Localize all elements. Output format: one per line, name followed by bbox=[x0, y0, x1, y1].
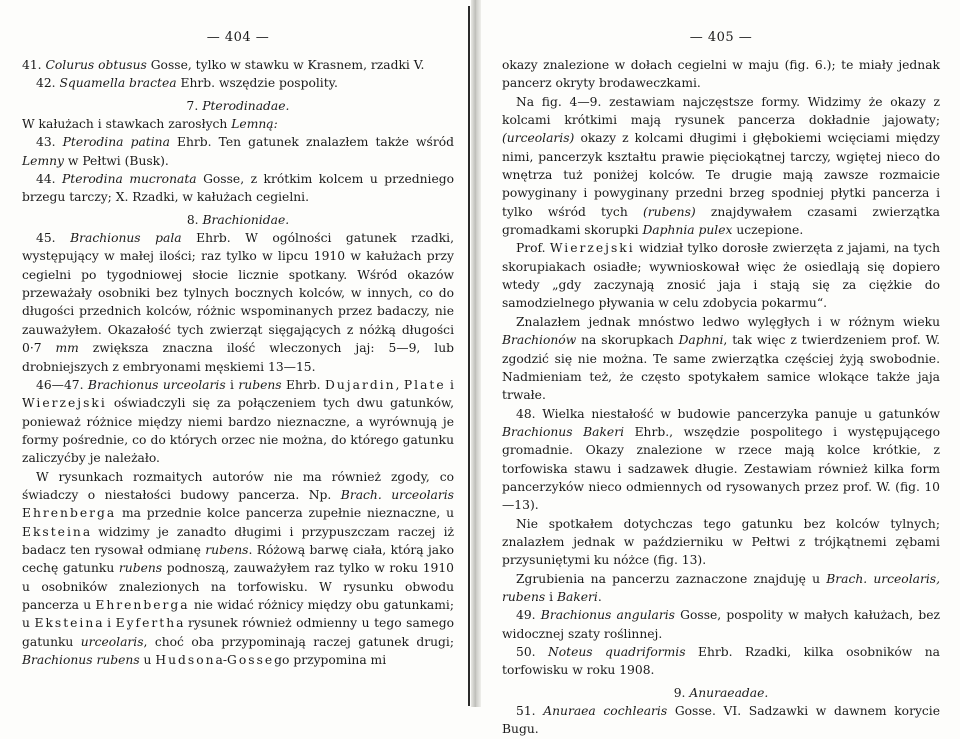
paragraph: Na fig. 4—9. zestawiam najczęstsze formy. Widzimy że okazy z kolcami krótkimi mają rysunek pancerza dokładnie jajowaty; (urceolaris) okazy z kolcami długimi i głębokiemi wcięciami między nimi, pancerzyk kształtu prawie pięciokątnej tarczy, wgiętej nieco do wnętrza tuż poniżej kolców. Te drugie mają zawsze rozmaicie powyginany i powyginany przedni brzeg spodniej płytki pancerza i tylko wśród tych (rubens) znajdywałem czasami zwierzątka gromadkami skorupki Daphnia pulex uczepione. bbox=[502, 94, 940, 238]
book-gutter bbox=[471, 0, 481, 707]
right-page-text bbox=[502, 56, 940, 739]
right-page bbox=[484, 0, 960, 737]
paragraph: W rysunkach rozmaitych autorów nie ma również zgody, co świadczy o niestałości budowy pancerza. Np. Brach. urceolaris Ehrenberga ma przednie kolce pancerza zupełnie nieznaczne, u Eksteina widzimy je zanadto długimi i przypuszczam raczej iż badacz ten rysował odmianę rubens. Różową barwę ciała, którą jako cechę gatunku rubens podnoszą, zauważyłem raz tylko w roku 1910 u osobników znalezionych na torfowisku. W rysunku obwodu pancerza u Ehrenberga nie widać różnicy między obu gatunkami; u Eksteina i Eyfertha rysunek również odmienny u tego samego gatunku urceolaris, choć oba przypominają raczej gatunek drugi; Brachionus rubens u Hudsona-Gossego przypomina mi bbox=[22, 469, 455, 667]
section-heading: 8. Brachionidae. bbox=[186, 212, 290, 227]
paragraph: 44. Pterodina mucronata Gosse, z krótkim kolcem u przedniego brzegu tarczy; X. Rzadki, w kałużach cegielni. bbox=[22, 172, 454, 205]
paragraph: 43. Pterodina patina Ehrb. Ten gatunek znalazłem także wśród Lemny w Pełtwi (Busk). bbox=[22, 135, 454, 168]
paragraph: 48. Wielka niestałość w budowie pancerzyka panuje u gatunków Brachionus Bakeri Ehrb., wszędzie pospolitego i występującego gromadnie. Okazy znalezione w rzece mają kolce krótkie, z torfowiska stawu i sadzawek długie. Zestawiam również kilka form pancerzyków nieco odmiennych od rysowanych przez prof. W. (fig. 10—13). bbox=[502, 406, 940, 513]
paragraph: Znalazłem jednak mnóstwo ledwo wylęgłych i w różnym wieku Brachionów na skorupkach Daphni, tak więc z twierdzeniem prof. W. zgodzić się nie można. Te same zwierzątka częściej żyją swobodnie. Nadmieniam też, że często spotykałem samice wlokące także jaja trwałe. bbox=[502, 314, 940, 403]
left-page-text bbox=[22, 56, 454, 669]
paragraph: 50. Noteus quadriformis Ehrb. Rzadki, kilka osobników na torfowisku w roku 1908. bbox=[502, 645, 941, 678]
paragraph: 46—47. Brachionus urceolaris i rubens Ehrb. Dujardin, Plate i Wierzejski oświadczyli się za połączeniem tych dwu gatunków, ponieważ różnice między niemi bardzo nieznaczne, a wyrównują je formy pośrednie, co do których orzec nie można, do którego gatunku zaliczyćby je należało. bbox=[22, 377, 454, 466]
paragraph: okazy znalezione w dołach cegielni w maju (fig. 6.); te miały jednak pancerz okryty brodaweczkami. bbox=[502, 58, 940, 91]
paragraph: Zgrubienia na pancerzu zaznaczone znajduję u Brach. urceolaris, rubens i Bakeri. bbox=[502, 571, 940, 604]
paragraph: 42. Squamella bractea Ehrb. wszędzie pospolity. bbox=[36, 76, 338, 91]
section-heading: 7. Pterodinadae. bbox=[186, 98, 290, 113]
section-heading: 9. Anuraeadae. bbox=[673, 685, 769, 700]
page-number-right: — 405 — bbox=[689, 30, 753, 45]
paragraph: 45. Brachionus pala Ehrb. W ogólności gatunek rzadki, występujący w małej ilości; raz tylko w lipcu 1910 w kałużach przy cegielni po tygodniowej słocie licznie spotkany. Wśród okazów przeważały osobniki bez tylnych bocznych kolców, w innych, co do długości przednich kolców, różnic wspominanych przez badaczy, nie zauważyłem. Okazałość tych zwierząt sięgających z nóżką długości 0·7 mm zwiększa znaczna ilość wleczonych jaj: 5—9, lub drobniejszych z embryonami męskiemi 13—15. bbox=[22, 231, 455, 374]
page-number-left: — 404 — bbox=[206, 30, 270, 45]
paragraph: 41. Colurus obtusus Gosse, tylko w stawku w Krasnem, rzadki V. bbox=[22, 58, 425, 72]
paragraph: Prof. Wierzejski widział tylko dorosłe zwierzęta z jajami, na tych skorupiakach osiadłe; wywnioskował więc że osiedlają się dopiero wtedy „gdy zaczynają znosić jaja i stają się za ciężkie do samodzielnego pływania w celu zdobycia pokarmu“. bbox=[502, 241, 940, 311]
paragraph: W kałużach i stawkach zarosłych Lemną: bbox=[22, 117, 278, 132]
paragraph: 49. Brachionus angularis Gosse, pospolity w małych kałużach, bez widocznej szaty roślinnej. bbox=[502, 608, 940, 641]
spine-line bbox=[468, 6, 470, 706]
paragraph: Nie spotkałem dotychczas tego gatunku bez kolców tylnych; znalazłem jednak w październiku w Pełtwi z trójkątnemi zębami przysuniętymi ku nóżce (fig. 13). bbox=[502, 516, 940, 568]
paragraph: 51. Anuraea cochlearis Gosse. VI. Sadzawki w dawnem korycie Bugu. bbox=[502, 704, 940, 737]
left-page bbox=[0, 0, 468, 707]
